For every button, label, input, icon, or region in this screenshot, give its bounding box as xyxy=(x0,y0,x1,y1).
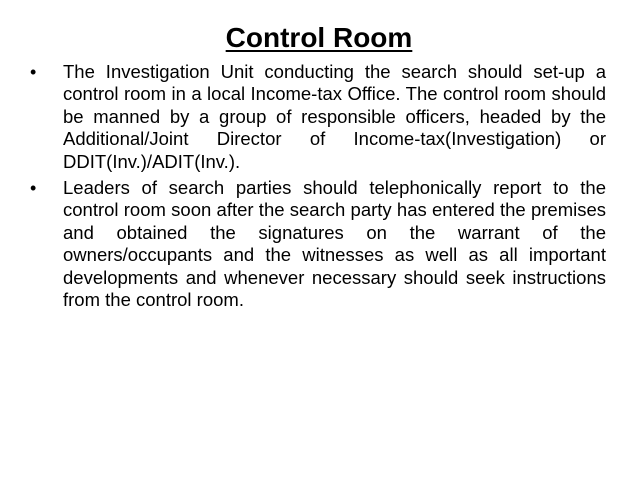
bullet-text: Leaders of search parties should telephonically report to the control room soon after the search party has entered the premises and obtained the signatures on the warrant of the owners/occupants and the witnesses as well as all important developments and whenever necessary should seek instructions from the control room. xyxy=(63,177,606,311)
slide-title: Control Room xyxy=(225,22,413,53)
bullet-dot-icon: • xyxy=(30,62,37,82)
bullet-dot-icon: • xyxy=(30,178,37,199)
bullet-text: The Investigation Unit conducting the search should set-up a control room in a local Income-tax Office. The control room should be manned by a group of responsible officers, headed by the Additional/Joint Director of Income-tax(Investigation) or DDIT(Inv.)/ADIT(Inv.). xyxy=(63,61,606,172)
bullet-list xyxy=(30,61,606,315)
bullet-item-control-room-setup xyxy=(30,61,606,173)
bullet-item-search-party-reporting xyxy=(30,177,606,311)
